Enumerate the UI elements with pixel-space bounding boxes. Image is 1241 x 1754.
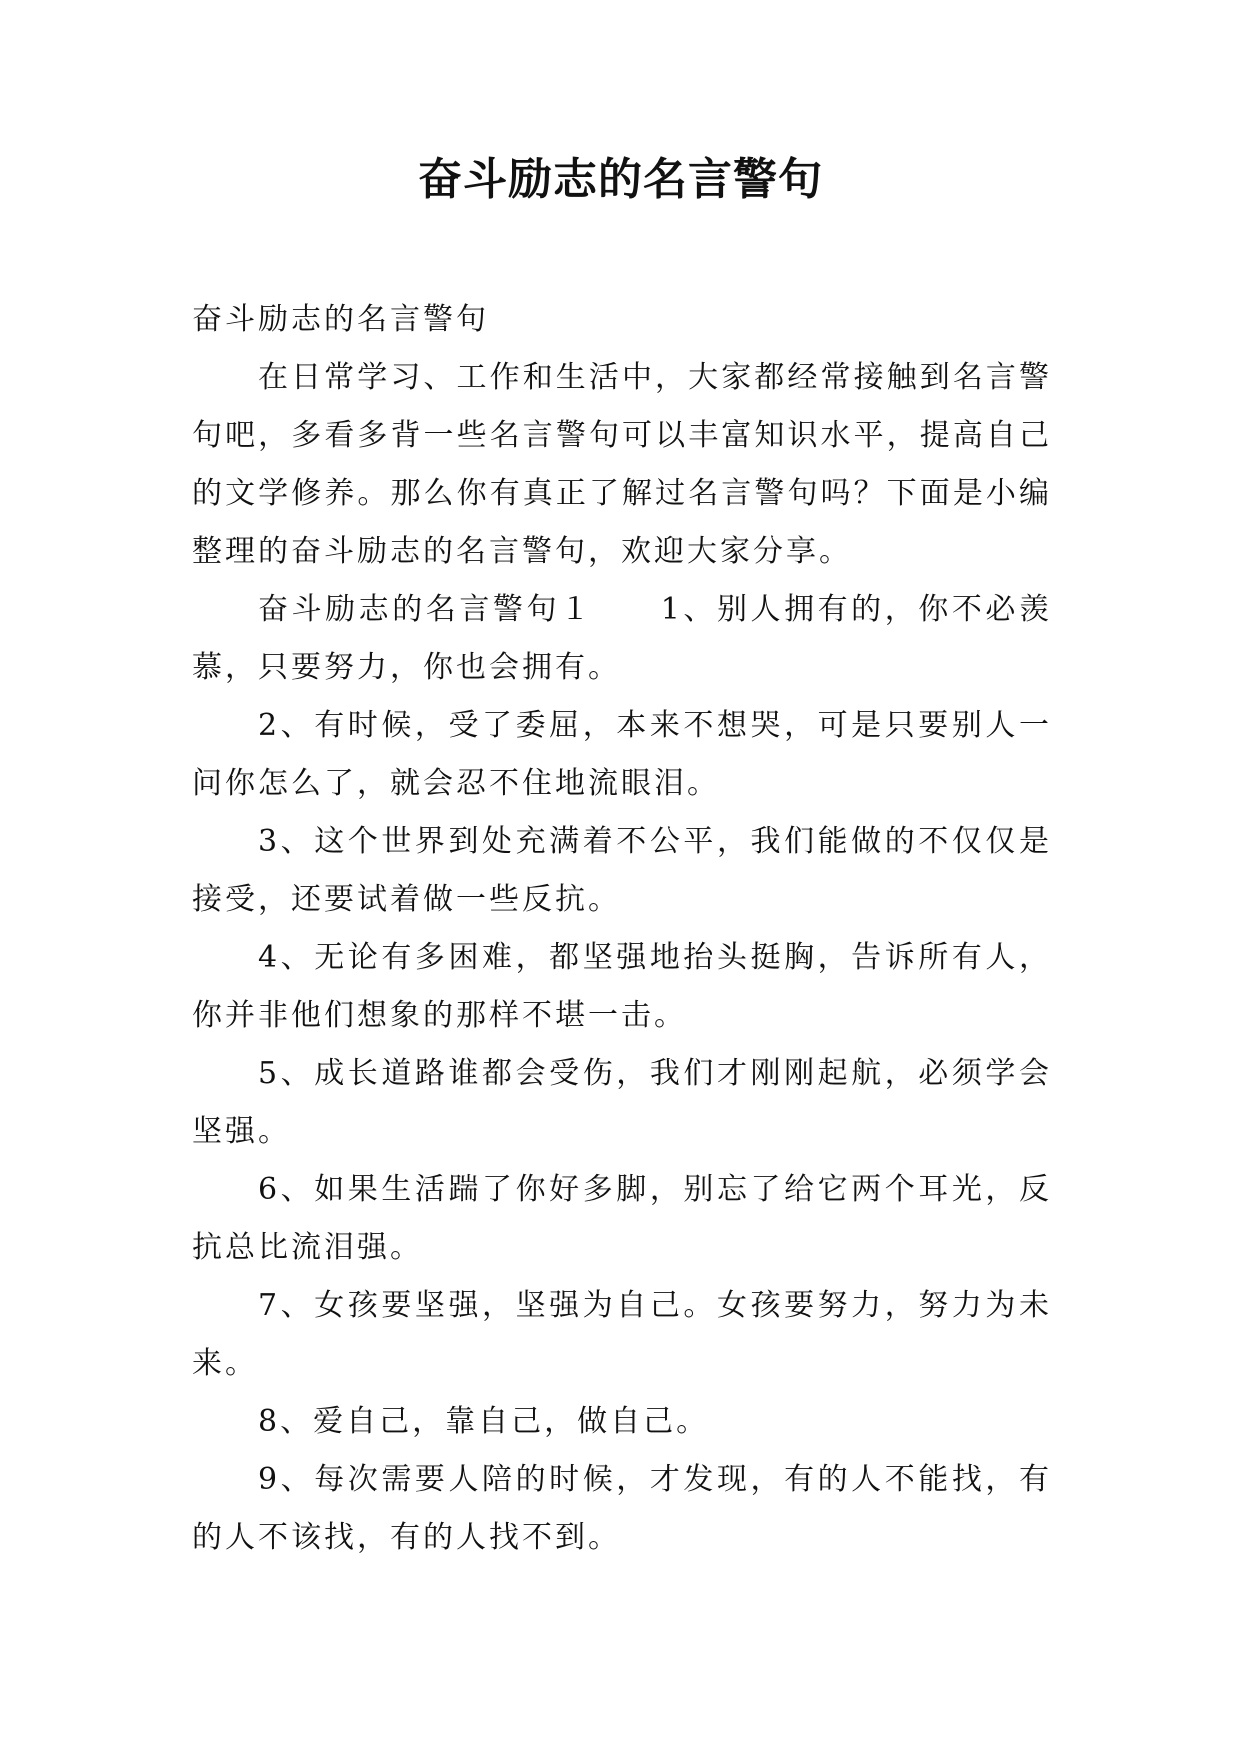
- quote-item: 9、每次需要人陪的时候，才发现，有的人不能找，有的人不该找，有的人找不到。: [192, 1462, 1052, 1555]
- quote-item: 6、如果生活踹了你好多脚，别忘了给它两个耳光，反抗总比流泪强。: [192, 1172, 1052, 1265]
- document-title: 奋斗励志的名言警句: [418, 154, 823, 205]
- quote-item: 3、这个世界到处充满着不公平，我们能做的不仅仅是接受，还要试着做一些反抗。: [192, 824, 1052, 917]
- quote-item: 5、成长道路谁都会受伤，我们才刚刚起航，必须学会坚强。: [192, 1056, 1052, 1149]
- document-subtitle: 奋斗励志的名言警句: [192, 302, 489, 337]
- quote-item: 奋斗励志的名言警句１ 1、别人拥有的，你不必羡慕，只要努力，你也会拥有。: [192, 592, 1052, 685]
- quote-item: 2、有时候，受了委屈，本来不想哭，可是只要别人一问你怎么了，就会忍不住地流眼泪。: [192, 708, 1052, 801]
- quote-item: 8、爱自己，靠自己，做自己。: [258, 1404, 710, 1439]
- quote-item: 4、无论有多困难，都坚强地抬头挺胸，告诉所有人，你并非他们想象的那样不堪一击。: [192, 940, 1052, 1033]
- document-body: [192, 291, 1052, 1567]
- intro-paragraph: 在日常学习、工作和生活中，大家都经常接触到名言警句吧，多看多背一些名言警句可以丰富知识水平，提高自己的文学修养。那么你有真正了解过名言警句吗？下面是小编整理的奋斗励志的名言警句，欢迎大家分享。: [192, 360, 1052, 569]
- quote-item: 7、女孩要坚强，坚强为自己。女孩要努力，努力为未来。: [192, 1288, 1052, 1381]
